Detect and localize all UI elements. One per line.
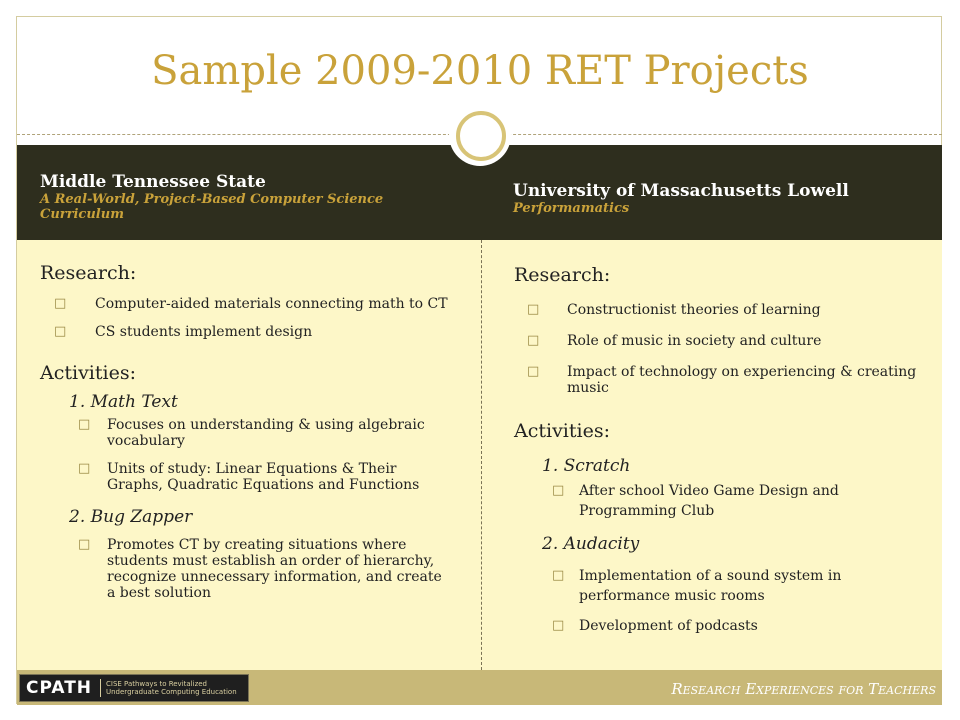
bullet-icon: □: [527, 364, 540, 379]
cpath-logo: [19, 674, 249, 702]
list-item: □ CS students implement design: [54, 324, 313, 340]
footer-text: Research Experiences for Teachers: [671, 680, 936, 698]
left-header: [40, 172, 440, 222]
right-activities-heading: Activities:: [514, 420, 610, 442]
list-item: □ Computer-aided materials connecting math to CT: [54, 296, 448, 312]
activity-title: 2. Audacity: [542, 534, 640, 554]
ring-icon: [456, 111, 506, 161]
right-column: [514, 264, 924, 636]
bullet-icon: □: [552, 568, 565, 583]
logo-separator: [100, 679, 101, 697]
logo-name: CPATH: [26, 678, 93, 698]
right-header: [513, 181, 933, 216]
left-header-subtitle: A Real-World, Project-Based Computer Science Curriculum: [40, 192, 384, 222]
right-research-heading: Research:: [514, 264, 611, 286]
bullet-icon: □: [552, 618, 565, 633]
activity-title: 1. Scratch: [542, 456, 631, 476]
list-item: □ Focuses on understanding & using algebraic vocabulary: [78, 417, 425, 449]
list-item: □ Constructionist theories of learning: [527, 302, 821, 318]
right-header-title: University of Massachusetts Lowell: [513, 181, 849, 201]
activity-title: 2. Bug Zapper: [69, 507, 193, 527]
left-research-heading: Research:: [40, 262, 137, 284]
list-item: □ Role of music in society and culture: [527, 333, 822, 349]
left-header-title: Middle Tennessee State: [40, 172, 266, 192]
bullet-icon: □: [54, 296, 67, 311]
bullet-icon: □: [78, 417, 91, 432]
right-header-subtitle: Performamatics: [513, 201, 630, 216]
list-item: □ Implementation of a sound system in performance music rooms: [552, 568, 842, 604]
bullet-icon: □: [78, 461, 91, 476]
column-divider: [481, 240, 482, 670]
bullet-icon: □: [78, 537, 91, 552]
left-column: [40, 262, 450, 601]
bullet-icon: □: [527, 302, 540, 317]
bullet-icon: □: [54, 324, 67, 339]
list-item: □ Impact of technology on experiencing & creating music: [527, 364, 917, 396]
slide-title: Sample 2009-2010 RET Projects: [151, 48, 809, 94]
left-activities-heading: Activities:: [40, 362, 136, 384]
bullet-icon: □: [552, 483, 565, 498]
list-item: □ Development of podcasts: [552, 618, 758, 634]
list-item: □ After school Video Game Design and Programming Club: [552, 483, 839, 519]
list-item: □ Promotes CT by creating situations where students must establish an order of hierarchy, recognize unnecessary information, and create a best solution: [78, 537, 442, 601]
bullet-icon: □: [527, 333, 540, 348]
logo-tagline: CISE Pathways to Revitalized Undergraduate Computing Education: [106, 680, 237, 696]
list-item: □ Units of study: Linear Equations & Their Graphs, Quadratic Equations and Functions: [78, 461, 420, 493]
activity-title: 1. Math Text: [69, 392, 178, 412]
